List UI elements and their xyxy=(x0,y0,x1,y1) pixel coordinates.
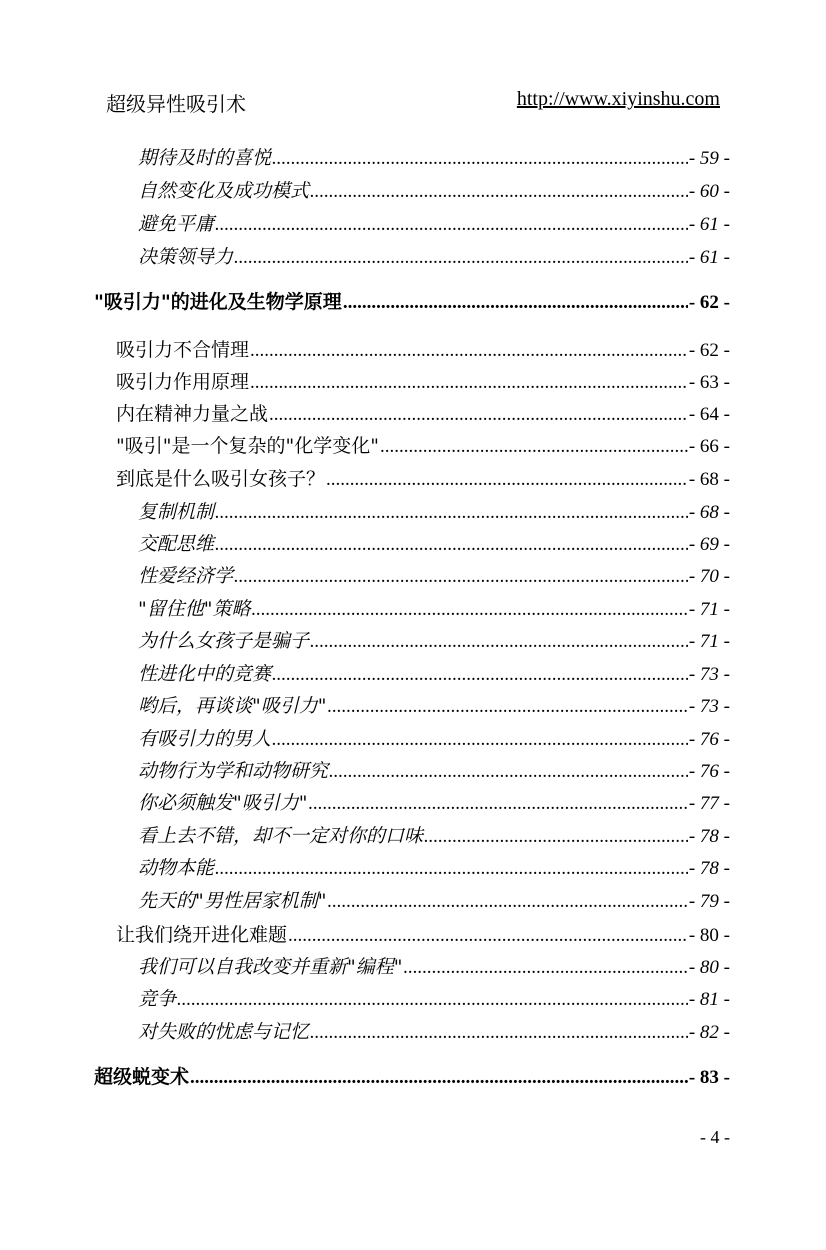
toc-dot-leader xyxy=(403,957,687,979)
toc-subsection-entry[interactable] xyxy=(138,821,730,849)
toc-entry-page: - 68 - xyxy=(688,469,730,490)
toc-entry-label: 期待及时的喜悦 xyxy=(138,147,272,169)
toc-entry-label: 动物本能 xyxy=(138,857,215,879)
toc-subsection-entry[interactable] xyxy=(138,209,730,237)
toc-entry-label: 性进化中的竞赛 xyxy=(138,663,272,685)
toc-dot-leader xyxy=(424,826,688,848)
toc-dot-leader xyxy=(329,761,688,783)
toc-dot-leader xyxy=(190,1067,688,1089)
toc-subsection-entry[interactable] xyxy=(138,724,730,752)
toc-subsection-entry[interactable] xyxy=(138,176,730,204)
toc-subsection-entry[interactable] xyxy=(138,853,730,881)
toc-entry-page: - 62 - xyxy=(688,292,730,313)
toc-entry-page: - 71 - xyxy=(688,631,730,652)
toc-entry-page: - 73 - xyxy=(688,696,730,717)
toc-entry-label: "留住他"策略 xyxy=(138,598,251,620)
toc-chapter-entry[interactable] xyxy=(94,287,730,315)
toc-entry-page: - 80 - xyxy=(688,925,730,946)
page-header xyxy=(106,88,720,120)
toc-subsection-entry[interactable] xyxy=(138,984,730,1012)
toc-entry-label: 竞争 xyxy=(138,988,177,1010)
toc-subsection-entry[interactable] xyxy=(138,529,730,557)
toc-entry-label: 复制机制 xyxy=(138,501,215,523)
toc-dot-leader xyxy=(215,858,688,880)
toc-dot-leader xyxy=(272,729,688,751)
toc-entry-label: 避免平庸 xyxy=(138,213,215,235)
toc-section-entry[interactable] xyxy=(116,399,730,427)
toc-entry-label: 内在精神力量之战 xyxy=(116,403,269,425)
toc-subsection-entry[interactable] xyxy=(138,143,730,171)
toc-entry-label: 超级蜕变术 xyxy=(94,1066,190,1088)
toc-dot-leader xyxy=(215,214,688,236)
toc-entry-label: 自然变化及成功模式 xyxy=(138,180,310,202)
header-title: 超级异性吸引术 xyxy=(106,92,246,116)
toc-entry-page: - 69 - xyxy=(688,534,730,555)
toc-dot-leader xyxy=(234,247,688,269)
toc-subsection-entry[interactable] xyxy=(138,691,730,719)
toc-subsection-entry[interactable] xyxy=(138,1017,730,1045)
toc-dot-leader xyxy=(310,631,688,653)
toc-section-entry[interactable] xyxy=(116,367,730,395)
toc-entry-page: - 77 - xyxy=(688,793,730,814)
toc-dot-leader xyxy=(288,925,688,947)
toc-entry-page: - 66 - xyxy=(688,436,730,457)
toc-dot-leader xyxy=(177,989,688,1011)
toc-entry-page: - 82 - xyxy=(688,1022,730,1043)
toc-subsection-entry[interactable] xyxy=(138,626,730,654)
toc-entry-page: - 78 - xyxy=(688,826,730,847)
toc-section-entry[interactable] xyxy=(116,431,730,459)
toc-entry-page: - 70 - xyxy=(688,566,730,587)
toc-entry-label: 吸引力不合情理 xyxy=(116,339,250,361)
toc-dot-leader xyxy=(215,502,688,524)
toc-entry-label: 性爱经济学 xyxy=(138,565,234,587)
toc-section-entry[interactable] xyxy=(116,464,730,492)
toc-entry-label: "吸引力"的进化及生物学原理 xyxy=(94,291,342,313)
toc-entry-label: 动物行为学和动物研究 xyxy=(138,760,329,782)
page-number: - 4 - xyxy=(700,1127,730,1147)
toc-entry-label: 决策领导力 xyxy=(138,246,234,268)
toc-subsection-entry[interactable] xyxy=(138,497,730,525)
toc-dot-leader xyxy=(272,148,688,170)
toc-subsection-entry[interactable] xyxy=(138,886,730,914)
toc-entry-page: - 63 - xyxy=(688,372,730,393)
toc-dot-leader xyxy=(327,891,687,913)
toc-dot-leader xyxy=(327,696,687,718)
toc-entry-label: 交配思维 xyxy=(138,533,215,555)
toc-entry-page: - 68 - xyxy=(688,502,730,523)
toc-dot-leader xyxy=(343,292,688,314)
toc-dot-leader xyxy=(251,599,687,621)
toc-entry-label: 有吸引力的男人 xyxy=(138,728,272,750)
toc-dot-leader xyxy=(326,469,688,491)
toc-dot-leader xyxy=(269,404,688,426)
toc-entry-page: - 76 - xyxy=(688,761,730,782)
toc-entry-label: 为什么女孩子是骗子 xyxy=(138,630,310,652)
toc-entry-label: 先天的"男性居家机制" xyxy=(138,890,327,912)
toc-subsection-entry[interactable] xyxy=(138,594,730,622)
toc-entry-page: - 71 - xyxy=(688,599,730,620)
toc-entry-page: - 73 - xyxy=(688,664,730,685)
toc-subsection-entry[interactable] xyxy=(138,561,730,589)
toc-subsection-entry[interactable] xyxy=(138,242,730,270)
toc-entry-label: 我们可以自我改变并重新"编程" xyxy=(138,956,403,978)
toc-subsection-entry[interactable] xyxy=(138,756,730,784)
toc-entry-label: 哟后，再谈谈"吸引力" xyxy=(138,695,327,717)
toc-dot-leader xyxy=(380,436,688,458)
toc-section-entry[interactable] xyxy=(116,335,730,363)
toc-section-entry[interactable] xyxy=(116,920,730,948)
toc-entry-page: - 62 - xyxy=(688,340,730,361)
toc-subsection-entry[interactable] xyxy=(138,659,730,687)
toc-dot-leader xyxy=(310,1022,688,1044)
toc-entry-page: - 76 - xyxy=(688,729,730,750)
toc-entry-label: 吸引力作用原理 xyxy=(116,371,250,393)
toc-dot-leader xyxy=(272,664,688,686)
toc-entry-page: - 78 - xyxy=(688,858,730,879)
toc-entry-label: 让我们绕开进化难题 xyxy=(116,924,288,946)
toc-entry-page: - 80 - xyxy=(688,957,730,978)
toc-entry-page: - 83 - xyxy=(688,1067,730,1088)
toc-dot-leader xyxy=(310,181,688,203)
toc-entry-label: 对失败的忧虑与记忆 xyxy=(138,1021,310,1043)
toc-dot-leader xyxy=(250,340,688,362)
toc-dot-leader xyxy=(215,534,688,556)
toc-entry-label: "吸引"是一个复杂的"化学变化" xyxy=(116,435,379,457)
toc-entry-page: - 61 - xyxy=(688,214,730,235)
toc-entry-page: - 79 - xyxy=(688,891,730,912)
toc-dot-leader xyxy=(308,793,687,815)
toc-entry-page: - 61 - xyxy=(688,247,730,268)
toc-entry-page: - 81 - xyxy=(688,989,730,1010)
toc-entry-label: 看上去不错，却不一定对你的口味 xyxy=(138,825,424,847)
toc-entry-label: 你必须触发"吸引力" xyxy=(138,792,308,814)
toc-entry-page: - 64 - xyxy=(688,404,730,425)
toc-subsection-entry[interactable] xyxy=(138,788,730,816)
header-url-link[interactable]: http://www.xiyinshu.com xyxy=(516,88,720,110)
toc-subsection-entry[interactable] xyxy=(138,952,730,980)
toc-dot-leader xyxy=(250,372,688,394)
toc-entry-page: - 60 - xyxy=(688,181,730,202)
toc-chapter-entry[interactable] xyxy=(94,1062,730,1090)
toc-entry-page: - 59 - xyxy=(688,148,730,169)
toc-entry-label: 到底是什么吸引女孩子？ xyxy=(116,468,326,490)
toc-dot-leader xyxy=(234,566,688,588)
